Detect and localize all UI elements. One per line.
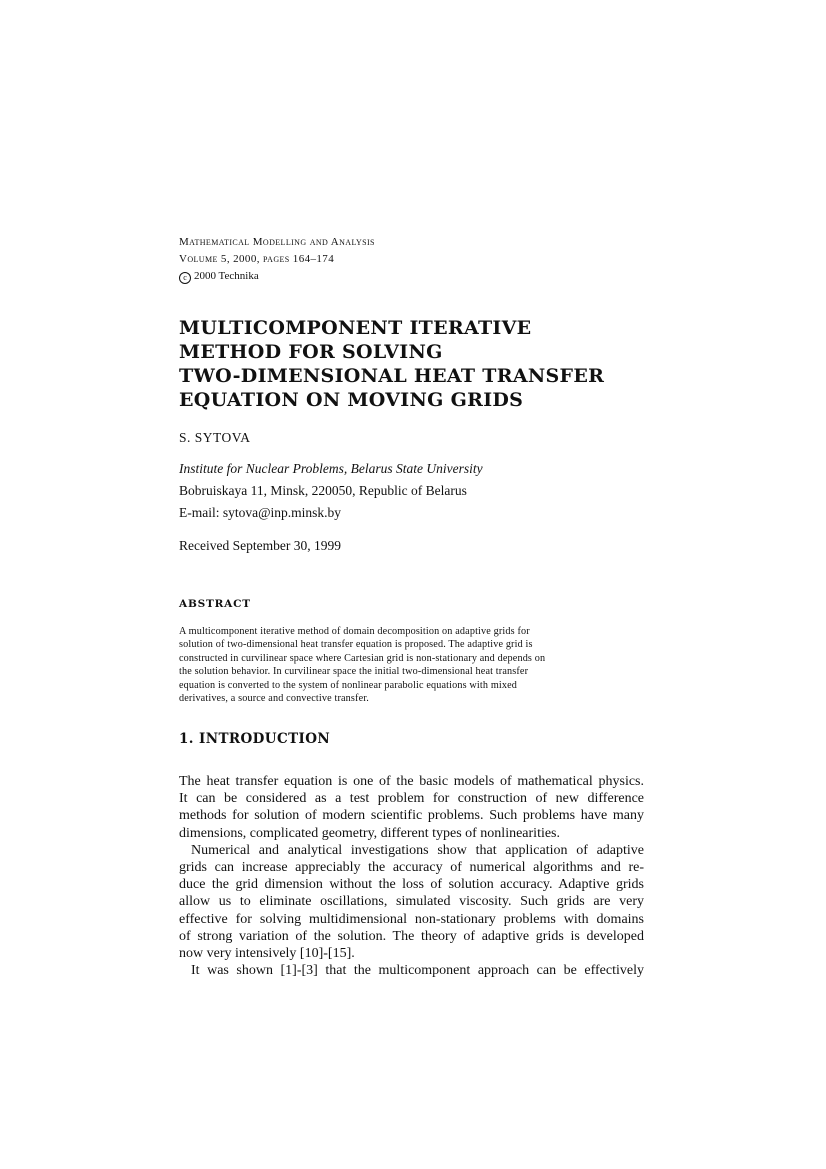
body-line: duce the grid dimension without the loss of solution accuracy. Adaptive grids [179,877,644,893]
abstract-line: constructed in curvilinear space where Cartesian grid is non-stationary and depends on [179,652,546,664]
body-line: allow us to eliminate oscillations, simulated viscosity. Such grids are very [179,894,644,910]
title-line: TWO-DIMENSIONAL HEAT TRANSFER [179,365,605,387]
paper-title [179,316,644,412]
email: E-mail: sytova@inp.minsk.by [179,505,342,520]
body-line: Numerical and analytical investigations show that application of adaptive [191,842,644,858]
copyright-line [179,268,644,285]
body-line: now very intensively [10]-[15]. [179,945,355,961]
body-line: dimensions, complicated geometry, different types of nonlinearities. [179,825,561,841]
received-date: Received September 30, 1999 [179,538,341,553]
body-line: It was shown [1]-[3] that the multicomponent approach can be effectively [191,963,644,979]
abstract-line: the solution behavior. In curvilinear space the initial two-dimensional heat transfer [179,666,529,678]
copyright-text: 2000 Technika [194,270,259,282]
body-line: The heat transfer equation is one of the basic models of mathematical physics. [179,774,644,789]
abstract-body [179,625,644,705]
body-line: of strong variation of the solution. The theory of adaptive grids is developed [179,928,644,944]
journal-name: Mathematical Modelling and Analysis [179,236,375,248]
author-name: S. SYTOVA [179,430,251,445]
journal-volume: Volume 5, 2000, pages 164–174 [179,253,335,265]
abstract-line: equation is converted to the system of nonlinear parabolic equations with mixed [179,679,518,691]
title-line: EQUATION ON MOVING GRIDS [179,389,524,411]
body-line: methods for solution of modern scientific problems. Such problems have many [179,808,644,824]
affiliation-block [179,458,644,524]
section-heading-introduction: 1. INTRODUCTION [179,731,331,747]
institute: Institute for Nuclear Problems, Belarus State University [179,461,483,476]
body-line: It can be considered as a test problem for construction of new difference [179,791,644,807]
abstract-line: derivatives, a source and convective transfer. [179,693,369,705]
copyright-icon: c [179,272,191,284]
title-line: METHOD FOR SOLVING [179,341,443,363]
abstract-heading: ABSTRACT [179,598,251,610]
body-line: grids can increase appreciably the accuracy of numerical algorithms and re- [179,859,644,875]
journal-header [179,234,644,285]
address: Bobruiskaya 11, Minsk, 220050, Republic of Belarus [179,483,467,498]
body-line: effective for solving multidimensional non-stationary problems with domains [179,911,644,927]
abstract-line: A multicomponent iterative method of domain decomposition on adaptive grids for [179,626,530,637]
title-line: MULTICOMPONENT ITERATIVE [179,317,532,339]
introduction-body [179,773,644,979]
abstract-line: solution of two-dimensional heat transfer equation is proposed. The adaptive grid is [179,639,533,651]
